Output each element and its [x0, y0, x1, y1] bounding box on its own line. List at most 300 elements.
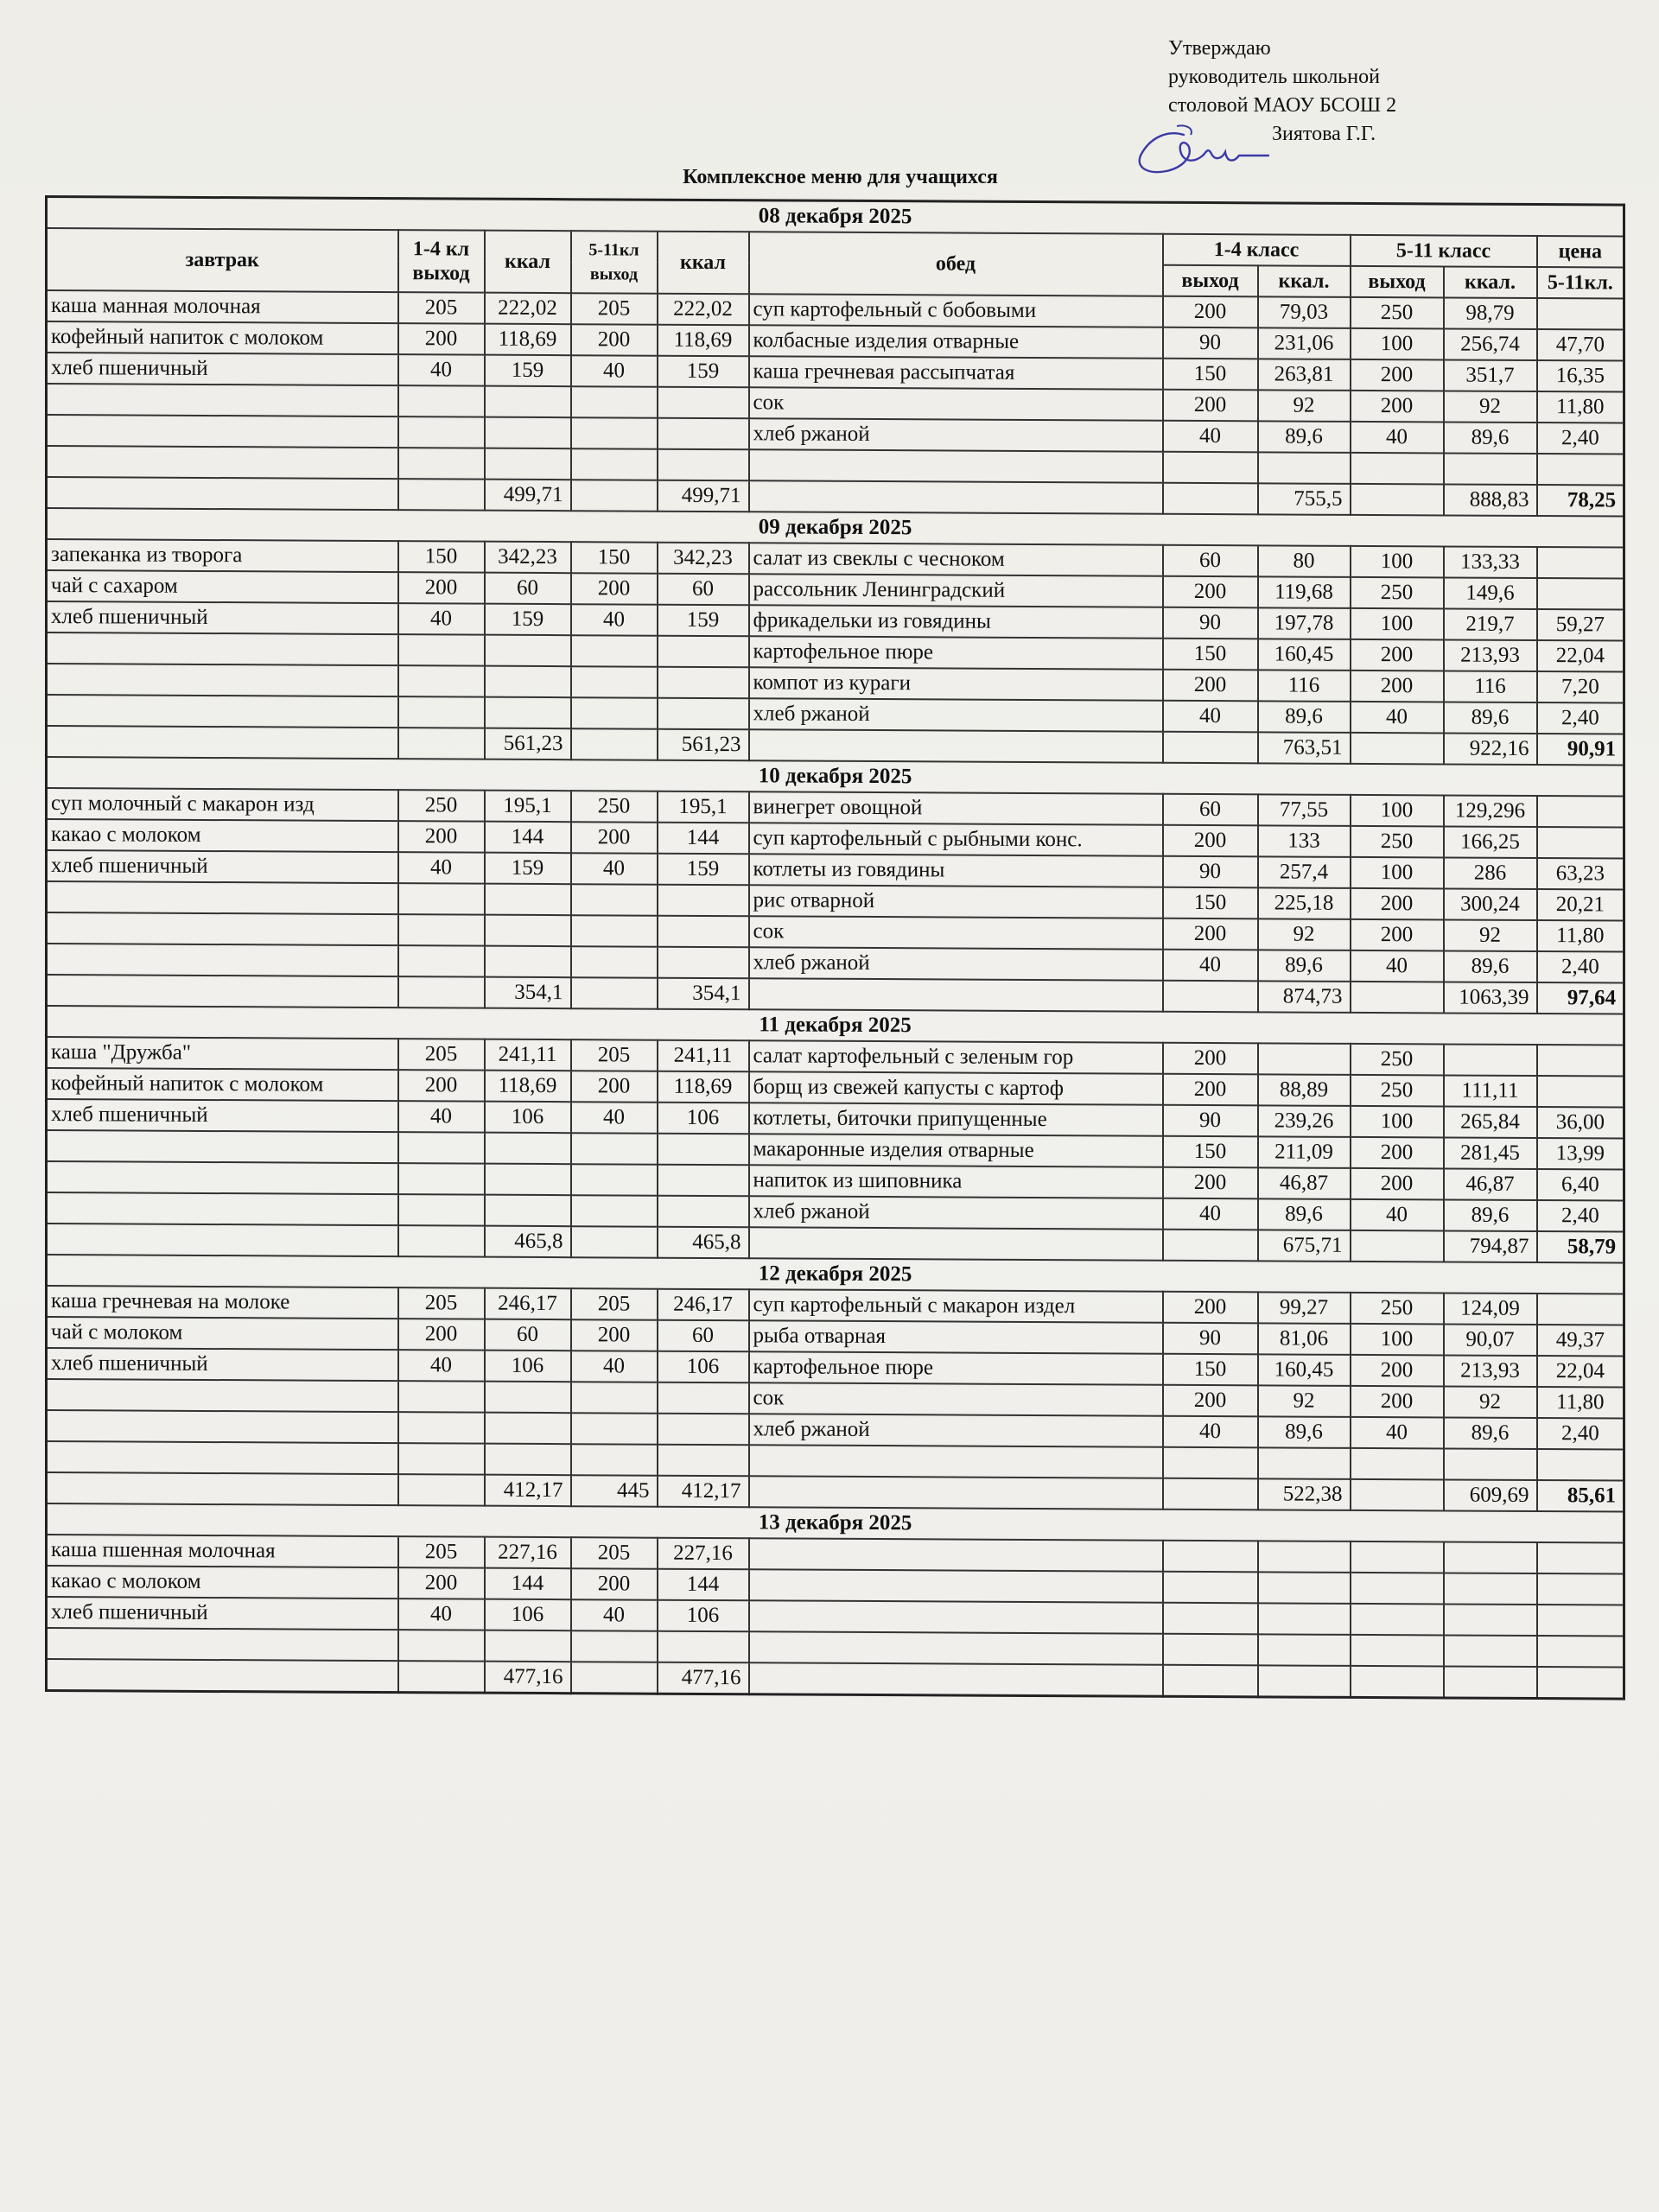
lunch-out-5-11: 100: [1351, 608, 1444, 640]
lunch-dish: котлеты из говядины: [749, 854, 1163, 887]
lunch-out-1-4: [1163, 1665, 1258, 1697]
lunch-kcal-1-4: [1258, 452, 1351, 484]
lunch-out-5-11: 250: [1351, 577, 1444, 609]
lunch-dish: [749, 1445, 1163, 1478]
breakfast-kcal-1-4: [485, 417, 571, 449]
lunch-kcal-1-4: 92: [1258, 390, 1351, 422]
breakfast-dish: хлеб пшеничный: [47, 353, 398, 385]
lunch-kcal-5-11: 89,6: [1444, 950, 1537, 982]
breakfast-dish: [47, 975, 398, 1007]
breakfast-kcal-1-4: 195,1: [485, 791, 571, 823]
lunch-out-1-4: [1163, 1447, 1258, 1479]
breakfast-kcal-1-4: 499,71: [485, 480, 571, 512]
breakfast-out-1-4: 40: [398, 603, 485, 635]
breakfast-out-5-11: [571, 666, 658, 698]
breakfast-out-5-11: [571, 386, 658, 418]
breakfast-out-5-11: [571, 1133, 658, 1165]
breakfast-out-1-4: [398, 416, 485, 448]
breakfast-kcal-5-11: 195,1: [658, 791, 749, 823]
header-kcal-2: ккал: [658, 232, 749, 295]
breakfast-dish: хлеб пшеничный: [47, 850, 398, 883]
breakfast-out-1-4: [398, 696, 485, 728]
breakfast-dish: чай с сахаром: [47, 570, 398, 603]
lunch-kcal-5-11: 256,74: [1444, 328, 1537, 360]
breakfast-out-1-4: [398, 634, 485, 666]
breakfast-dish: [47, 446, 398, 479]
lunch-kcal-5-11: 609,69: [1444, 1479, 1537, 1511]
lunch-out-5-11: [1351, 484, 1444, 516]
price-5-11: 6,40: [1537, 1169, 1624, 1201]
menu-table: [45, 195, 1625, 1700]
breakfast-kcal-1-4: 561,23: [485, 728, 571, 760]
lunch-kcal-1-4: [1258, 1541, 1351, 1573]
lunch-kcal-5-11: 265,84: [1444, 1106, 1537, 1138]
breakfast-kcal-1-4: [485, 946, 571, 978]
price-5-11: [1537, 547, 1624, 579]
breakfast-out-5-11: [571, 1382, 658, 1414]
breakfast-dish: [47, 415, 398, 448]
breakfast-out-5-11: 205: [571, 293, 658, 325]
lunch-out-1-4: 200: [1163, 576, 1258, 608]
lunch-kcal-5-11: 129,296: [1444, 795, 1537, 827]
price-5-11: 90,91: [1537, 734, 1624, 766]
lunch-out-1-4: [1163, 732, 1258, 764]
breakfast-kcal-1-4: 354,1: [485, 977, 571, 1009]
lunch-dish: [749, 1631, 1163, 1665]
lunch-dish: хлеб ржаной: [749, 1196, 1163, 1230]
breakfast-out-1-4: [398, 479, 485, 511]
breakfast-out-1-4: [398, 1474, 485, 1506]
lunch-out-5-11: 200: [1351, 1137, 1444, 1169]
lunch-dish: хлеб ржаной: [749, 418, 1163, 452]
lunch-out-1-4: 200: [1163, 390, 1258, 422]
breakfast-kcal-5-11: [658, 1631, 749, 1663]
price-5-11: 11,80: [1537, 391, 1624, 423]
lunch-kcal-5-11: 90,07: [1444, 1324, 1537, 1356]
breakfast-out-5-11: [571, 480, 658, 512]
lunch-dish: [749, 1227, 1163, 1261]
breakfast-kcal-1-4: 144: [485, 1568, 571, 1600]
lunch-kcal-5-11: 1063,39: [1444, 982, 1537, 1014]
breakfast-out-1-4: [398, 1194, 485, 1226]
lunch-dish: напиток из шиповника: [749, 1165, 1163, 1198]
price-5-11: [1537, 1045, 1624, 1077]
breakfast-out-1-4: [398, 1225, 485, 1257]
lunch-kcal-5-11: [1444, 1448, 1537, 1480]
breakfast-kcal-1-4: 159: [485, 604, 571, 636]
breakfast-kcal-5-11: 144: [658, 823, 749, 855]
lunch-out-5-11: 250: [1351, 297, 1444, 329]
lunch-out-5-11: 200: [1351, 1355, 1444, 1387]
breakfast-out-5-11: 40: [571, 604, 658, 636]
breakfast-out-1-4: [398, 1630, 485, 1662]
lunch-dish: [749, 449, 1163, 483]
breakfast-kcal-1-4: 159: [485, 355, 571, 387]
breakfast-out-5-11: [571, 977, 658, 1009]
lunch-out-5-11: [1351, 1635, 1444, 1667]
header-out-2: выход: [1351, 266, 1444, 298]
breakfast-out-1-4: 200: [398, 572, 485, 604]
price-5-11: 36,00: [1537, 1107, 1624, 1139]
lunch-out-1-4: 200: [1163, 1043, 1258, 1075]
lunch-kcal-5-11: [1444, 1666, 1537, 1698]
breakfast-kcal-5-11: [658, 636, 749, 668]
lunch-out-5-11: 100: [1351, 795, 1444, 827]
day-date: 12 декабря 2025: [47, 1255, 1624, 1294]
price-5-11: 2,40: [1537, 423, 1624, 454]
menu-body: [47, 197, 1624, 1700]
breakfast-kcal-5-11: 159: [658, 854, 749, 886]
lunch-out-5-11: [1351, 1479, 1444, 1511]
lunch-out-5-11: 200: [1351, 359, 1444, 391]
breakfast-out-5-11: 200: [571, 1319, 658, 1351]
header-out-1-4-b: выход: [412, 262, 470, 285]
breakfast-dish: хлеб пшеничный: [47, 1348, 398, 1381]
lunch-kcal-5-11: 111,11: [1444, 1075, 1537, 1107]
lunch-kcal-1-4: 92: [1258, 918, 1351, 950]
lunch-out-5-11: 100: [1351, 1324, 1444, 1356]
breakfast-out-1-4: 205: [398, 1039, 485, 1071]
breakfast-dish: [47, 1472, 398, 1505]
breakfast-out-1-4: 250: [398, 790, 485, 822]
breakfast-out-5-11: 40: [571, 355, 658, 387]
lunch-kcal-1-4: 257,4: [1258, 856, 1351, 888]
day-date: 08 декабря 2025: [47, 197, 1624, 237]
lunch-dish: суп картофельный с бобовыми: [749, 294, 1163, 327]
breakfast-out-5-11: [571, 697, 658, 729]
breakfast-out-5-11: 200: [571, 324, 658, 356]
price-5-11: [1537, 827, 1624, 859]
breakfast-out-1-4: 205: [398, 1287, 485, 1319]
breakfast-kcal-5-11: [658, 1165, 749, 1197]
lunch-kcal-1-4: 160,45: [1258, 1354, 1351, 1386]
breakfast-kcal-5-11: [658, 885, 749, 917]
header-out-5-11-a: 5-11кл: [588, 240, 639, 260]
price-5-11: [1537, 454, 1624, 486]
lunch-kcal-5-11: 89,6: [1444, 702, 1537, 734]
breakfast-dish: [47, 1379, 398, 1412]
breakfast-dish: [47, 944, 398, 976]
lunch-kcal-1-4: 211,09: [1258, 1136, 1351, 1168]
breakfast-kcal-1-4: [485, 697, 571, 729]
breakfast-kcal-1-4: [485, 1630, 571, 1662]
day-date: 13 декабря 2025: [47, 1503, 1624, 1543]
header-out-5-11-b: выход: [589, 264, 639, 284]
breakfast-out-5-11: 40: [571, 1599, 658, 1631]
lunch-out-5-11: 40: [1351, 1199, 1444, 1231]
breakfast-dish: кофейный напиток с молоком: [47, 1068, 398, 1101]
breakfast-kcal-5-11: 499,71: [658, 480, 749, 512]
lunch-dish: рис отварной: [749, 885, 1163, 918]
lunch-out-5-11: 200: [1351, 671, 1444, 702]
breakfast-out-5-11: 40: [571, 1351, 658, 1382]
breakfast-out-5-11: [571, 1226, 658, 1258]
lunch-kcal-1-4: [1258, 1572, 1351, 1604]
lunch-out-5-11: [1351, 982, 1444, 1014]
breakfast-out-1-4: 205: [398, 1536, 485, 1568]
lunch-kcal-1-4: 89,6: [1258, 950, 1351, 982]
price-5-11: 11,80: [1537, 920, 1624, 952]
breakfast-kcal-1-4: [485, 1164, 571, 1196]
price-5-11: [1537, 578, 1624, 610]
lunch-out-5-11: 200: [1351, 1168, 1444, 1200]
breakfast-kcal-1-4: [485, 1444, 571, 1476]
breakfast-kcal-5-11: [658, 387, 749, 419]
breakfast-dish: [47, 1441, 398, 1474]
lunch-out-5-11: 250: [1351, 1293, 1444, 1325]
lunch-out-5-11: 250: [1351, 1044, 1444, 1076]
lunch-dish: хлеб ржаной: [749, 1414, 1163, 1447]
breakfast-out-5-11: [571, 728, 658, 760]
lunch-kcal-1-4: 522,38: [1258, 1478, 1351, 1510]
price-5-11: 11,80: [1537, 1387, 1624, 1419]
header-kcal-dot-2: ккал.: [1444, 266, 1537, 298]
lunch-kcal-1-4: 92: [1258, 1385, 1351, 1417]
lunch-dish: фрикадельки из говядины: [749, 605, 1163, 639]
lunch-dish: [749, 729, 1163, 763]
breakfast-kcal-1-4: 159: [485, 853, 571, 885]
price-5-11: 20,21: [1537, 889, 1624, 921]
breakfast-kcal-1-4: 241,11: [485, 1039, 571, 1071]
lunch-kcal-1-4: 89,6: [1258, 1198, 1351, 1230]
lunch-dish: [749, 480, 1163, 514]
breakfast-out-1-4: [398, 945, 485, 977]
lunch-dish: салат картофельный с зеленым гор: [749, 1040, 1163, 1074]
lunch-out-5-11: 200: [1351, 919, 1444, 951]
breakfast-dish: [47, 1130, 398, 1163]
lunch-kcal-5-11: 213,93: [1444, 639, 1537, 671]
lunch-out-1-4: [1163, 1572, 1258, 1604]
breakfast-dish: какао с молоком: [47, 1566, 398, 1599]
breakfast-kcal-1-4: [485, 915, 571, 947]
breakfast-dish: каша манная молочная: [47, 290, 398, 323]
breakfast-kcal-1-4: 246,17: [485, 1288, 571, 1320]
lunch-out-1-4: 40: [1163, 421, 1258, 453]
lunch-out-1-4: 150: [1163, 639, 1258, 671]
lunch-out-5-11: [1351, 1448, 1444, 1480]
breakfast-out-1-4: 200: [398, 821, 485, 853]
lunch-kcal-1-4: 116: [1258, 670, 1351, 702]
lunch-dish: каша гречневая рассыпчатая: [749, 356, 1163, 390]
lunch-kcal-1-4: [1258, 1603, 1351, 1635]
breakfast-kcal-1-4: 60: [485, 1319, 571, 1351]
lunch-dish: рыба отварная: [749, 1320, 1163, 1354]
lunch-out-5-11: 100: [1351, 857, 1444, 889]
lunch-dish: сок: [749, 916, 1163, 950]
breakfast-dish: запеканка из творога: [47, 539, 398, 572]
lunch-kcal-1-4: 79,03: [1258, 296, 1351, 328]
breakfast-kcal-5-11: 106: [658, 1600, 749, 1632]
breakfast-dish: каша "Дружба": [47, 1037, 398, 1070]
lunch-out-1-4: 90: [1163, 607, 1258, 639]
lunch-out-1-4: 40: [1163, 701, 1258, 733]
breakfast-kcal-1-4: 144: [485, 822, 571, 854]
lunch-out-1-4: 200: [1163, 1074, 1258, 1106]
breakfast-dish: [47, 664, 398, 696]
signer-name: Зиятова Г.Г.: [1272, 123, 1376, 145]
breakfast-kcal-1-4: 106: [485, 1102, 571, 1134]
breakfast-dish: [47, 477, 398, 510]
breakfast-out-1-4: 40: [398, 1350, 485, 1382]
breakfast-out-5-11: 205: [571, 1288, 658, 1320]
lunch-kcal-5-11: [1444, 453, 1537, 485]
breakfast-kcal-1-4: [485, 1382, 571, 1414]
breakfast-out-5-11: [571, 946, 658, 978]
price-5-11: [1537, 1636, 1624, 1668]
breakfast-out-5-11: 205: [571, 1537, 658, 1569]
header-kcal: ккал: [485, 231, 571, 294]
breakfast-out-5-11: [571, 417, 658, 449]
lunch-kcal-1-4: 80: [1258, 545, 1351, 577]
lunch-out-1-4: 90: [1163, 1323, 1258, 1355]
lunch-kcal-5-11: 922,16: [1444, 733, 1537, 765]
breakfast-dish: каша пшенная молочная: [47, 1535, 398, 1567]
lunch-out-5-11: 40: [1351, 422, 1444, 454]
lunch-out-1-4: 150: [1163, 359, 1258, 391]
lunch-out-5-11: 200: [1351, 391, 1444, 423]
lunch-out-1-4: 200: [1163, 670, 1258, 702]
lunch-kcal-1-4: 763,51: [1258, 732, 1351, 764]
lunch-kcal-5-11: 351,7: [1444, 359, 1537, 391]
breakfast-out-5-11: 205: [571, 1039, 658, 1071]
breakfast-kcal-5-11: [658, 698, 749, 730]
lunch-out-1-4: 200: [1163, 1167, 1258, 1199]
breakfast-out-1-4: 200: [398, 1319, 485, 1351]
lunch-kcal-5-11: 166,25: [1444, 826, 1537, 858]
breakfast-out-5-11: 200: [571, 822, 658, 854]
breakfast-out-5-11: 150: [571, 542, 658, 574]
breakfast-out-1-4: 40: [398, 354, 485, 386]
lunch-out-1-4: 40: [1163, 1416, 1258, 1448]
lunch-dish: рассольник Ленинградский: [749, 574, 1163, 607]
breakfast-dish: суп молочный с макарон изд: [47, 788, 398, 821]
breakfast-out-5-11: 200: [571, 573, 658, 605]
breakfast-kcal-5-11: 342,23: [658, 543, 749, 575]
header-price-a: цена: [1537, 236, 1624, 268]
breakfast-kcal-5-11: 246,17: [658, 1289, 749, 1321]
lunch-kcal-5-11: 133,33: [1444, 546, 1537, 578]
breakfast-kcal-5-11: 227,16: [658, 1538, 749, 1570]
lunch-kcal-5-11: 46,87: [1444, 1168, 1537, 1200]
header-out: выход: [1163, 265, 1258, 297]
price-5-11: [1537, 1605, 1624, 1637]
breakfast-kcal-5-11: 118,69: [658, 325, 749, 357]
lunch-kcal-1-4: 88,89: [1258, 1074, 1351, 1106]
lunch-out-1-4: 40: [1163, 1198, 1258, 1230]
lunch-kcal-5-11: 888,83: [1444, 484, 1537, 516]
price-5-11: [1537, 1449, 1624, 1481]
approval-line-2: руководитель школьной: [1168, 66, 1380, 88]
price-5-11: 85,61: [1537, 1480, 1624, 1512]
lunch-out-1-4: 200: [1163, 918, 1258, 950]
lunch-out-5-11: 40: [1351, 702, 1444, 734]
breakfast-out-5-11: 250: [571, 791, 658, 823]
breakfast-kcal-5-11: 561,23: [658, 729, 749, 761]
lunch-kcal-1-4: 239,26: [1258, 1105, 1351, 1137]
breakfast-out-1-4: 40: [398, 1599, 485, 1630]
breakfast-out-1-4: 205: [398, 292, 485, 324]
lunch-kcal-5-11: [1444, 1635, 1537, 1667]
lunch-kcal-5-11: 281,45: [1444, 1137, 1537, 1169]
price-5-11: 47,70: [1537, 329, 1624, 361]
breakfast-kcal-1-4: [485, 1195, 571, 1227]
lunch-out-5-11: [1351, 453, 1444, 485]
lunch-kcal-1-4: 231,06: [1258, 327, 1351, 359]
header-breakfast: завтрак: [47, 228, 398, 292]
breakfast-kcal-1-4: 412,17: [485, 1475, 571, 1507]
breakfast-dish: каша гречневая на молоке: [47, 1286, 398, 1319]
lunch-kcal-1-4: 89,6: [1258, 701, 1351, 733]
approval-line-3: столовой МАОУ БСОШ 2: [1168, 94, 1397, 117]
breakfast-out-1-4: [398, 448, 485, 480]
breakfast-dish: [47, 1628, 398, 1661]
lunch-kcal-1-4: [1258, 1634, 1351, 1666]
breakfast-out-1-4: [398, 1163, 485, 1195]
lunch-out-5-11: 200: [1351, 639, 1444, 671]
price-5-11: [1537, 1542, 1624, 1574]
breakfast-kcal-5-11: 159: [658, 356, 749, 388]
lunch-kcal-5-11: 92: [1444, 391, 1537, 423]
breakfast-dish: [47, 726, 398, 759]
lunch-dish: [749, 978, 1163, 1012]
price-5-11: [1537, 796, 1624, 828]
breakfast-dish: [47, 384, 398, 416]
breakfast-kcal-5-11: 354,1: [658, 978, 749, 1010]
lunch-kcal-1-4: 119,68: [1258, 576, 1351, 608]
lunch-kcal-5-11: [1444, 1044, 1537, 1076]
lunch-dish: сок: [749, 1382, 1163, 1416]
breakfast-out-1-4: 200: [398, 1567, 485, 1599]
breakfast-out-5-11: 200: [571, 1071, 658, 1103]
price-5-11: [1537, 298, 1624, 330]
lunch-kcal-5-11: 149,6: [1444, 577, 1537, 609]
breakfast-dish: [47, 912, 398, 945]
breakfast-kcal-1-4: 106: [485, 1599, 571, 1631]
lunch-kcal-5-11: 116: [1444, 671, 1537, 702]
breakfast-out-5-11: [571, 915, 658, 947]
breakfast-kcal-5-11: 60: [658, 574, 749, 606]
lunch-dish: котлеты, биточки припущенные: [749, 1103, 1163, 1136]
lunch-out-1-4: 200: [1163, 296, 1258, 328]
breakfast-dish: [47, 1161, 398, 1194]
lunch-kcal-1-4: [1258, 1043, 1351, 1075]
lunch-out-1-4: [1163, 483, 1258, 515]
lunch-out-5-11: [1351, 1666, 1444, 1698]
lunch-out-1-4: 200: [1163, 825, 1258, 857]
lunch-out-1-4: 90: [1163, 1105, 1258, 1137]
lunch-out-5-11: 100: [1351, 1106, 1444, 1138]
breakfast-out-5-11: 445: [571, 1475, 658, 1507]
lunch-out-1-4: 200: [1163, 1385, 1258, 1417]
lunch-out-1-4: 150: [1163, 1136, 1258, 1168]
breakfast-out-1-4: [398, 1412, 485, 1444]
lunch-kcal-1-4: 675,71: [1258, 1230, 1351, 1262]
lunch-kcal-5-11: 89,6: [1444, 1417, 1537, 1449]
lunch-kcal-1-4: 99,27: [1258, 1292, 1351, 1324]
header-lunch: обед: [749, 232, 1163, 296]
lunch-dish: борщ из свежей капусты с картоф: [749, 1071, 1163, 1105]
day-date: 10 декабря 2025: [47, 757, 1624, 797]
lunch-dish: винегрет овощной: [749, 791, 1163, 825]
breakfast-kcal-5-11: 222,02: [658, 294, 749, 326]
lunch-dish: хлеб ржаной: [749, 947, 1163, 981]
document-title: Комплексное меню для учащихся: [683, 166, 998, 188]
price-5-11: [1537, 1573, 1624, 1605]
breakfast-out-5-11: [571, 635, 658, 667]
breakfast-dish: какао с молоком: [47, 819, 398, 852]
breakfast-kcal-1-4: 342,23: [485, 542, 571, 574]
lunch-kcal-1-4: 197,78: [1258, 607, 1351, 639]
